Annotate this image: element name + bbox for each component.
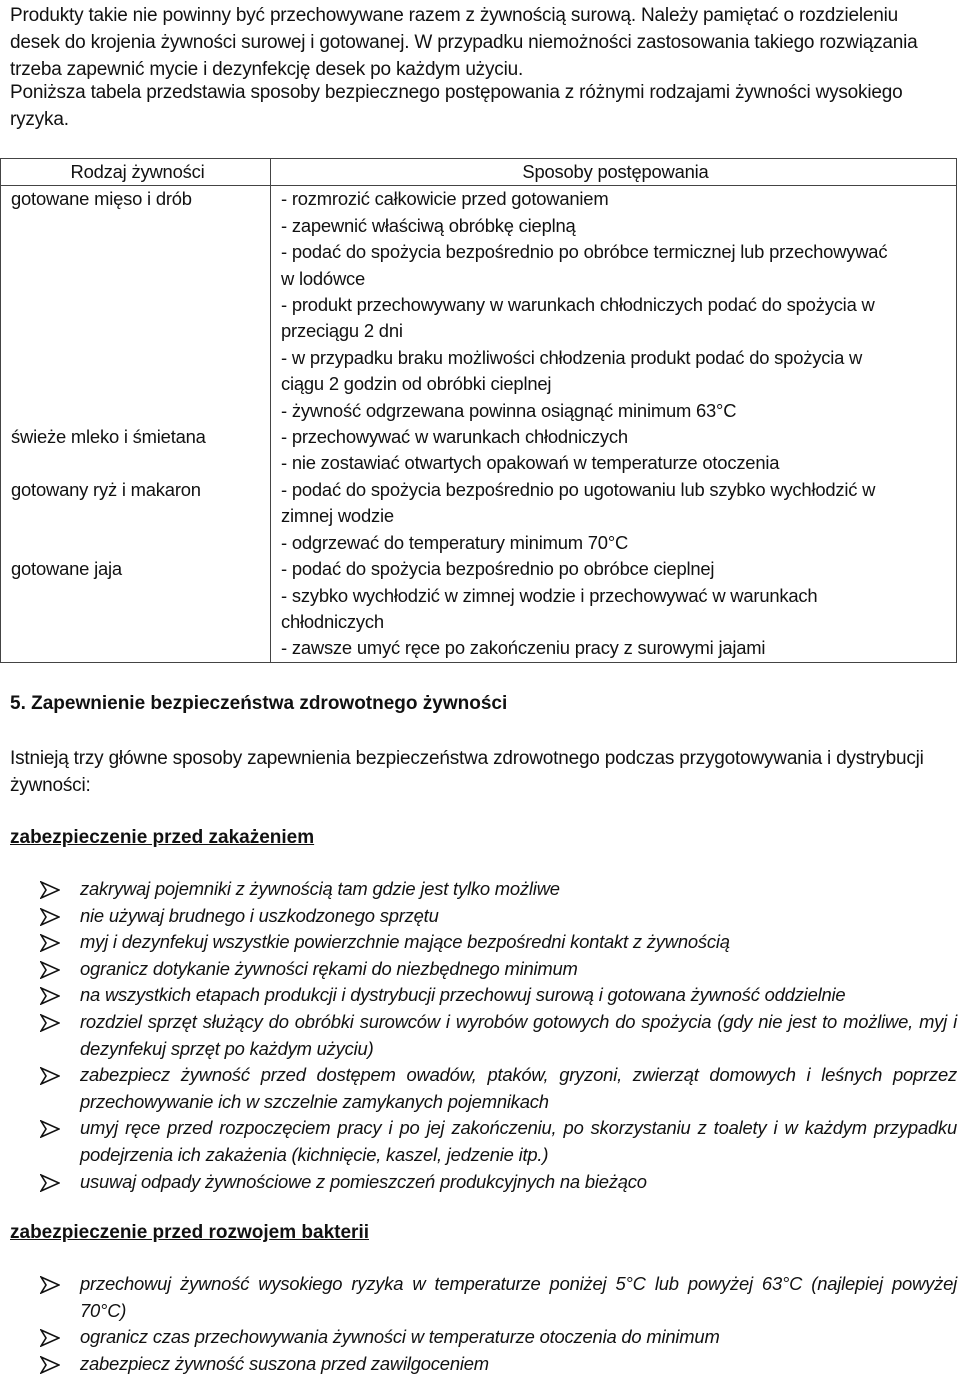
list-item xyxy=(0,1169,957,1196)
table-body xyxy=(1,186,957,662)
method-line: - podać do spożycia bezpośrednio po ugotowaniu lub szybko wychłodzić w xyxy=(281,478,876,500)
arrowhead-icon xyxy=(40,986,60,1004)
list-item-text: zabezpiecz żywność suszona przed zawilgoceniem xyxy=(80,1352,489,1374)
list-item xyxy=(0,982,957,1009)
list-item-text: zabezpiecz żywność przed dostępem owadów, ptaków, gryzoni, zwierząt domowych i leśnych poprzez przechowywanie ich w szczelnie zamykanych pojemnikach xyxy=(80,1064,957,1112)
arrowhead-icon xyxy=(40,1173,60,1191)
intro-line: Produkty takie nie powinny być przechowywane razem z żywnością surową. Należy pamiętać o rozdzieleniu xyxy=(10,5,898,26)
intro-paragraph-1 xyxy=(10,2,955,83)
method-line: - odgrzewać do temperatury minimum 70°C xyxy=(281,531,629,553)
arrowhead-icon xyxy=(40,1328,60,1346)
food-type-cell: gotowane jaja xyxy=(1,556,271,662)
header-handling-methods: Sposoby postępowania xyxy=(271,159,957,186)
list-item xyxy=(0,1062,957,1115)
list-item xyxy=(0,1271,957,1324)
arrowhead-icon xyxy=(40,1119,60,1137)
list-item xyxy=(0,903,957,930)
method-line: - zapewnić właściwą obróbkę cieplną xyxy=(281,214,576,236)
handling-methods-cell xyxy=(271,186,957,424)
food-type-cell: świeże mleko i śmietana xyxy=(1,424,271,477)
method-line: ciągu 2 godzin od obróbki cieplnej xyxy=(281,373,552,395)
header-food-type: Rodzaj żywności xyxy=(1,159,271,186)
list-item-text: ogranicz czas przechowywania żywności w temperaturze otoczenia do minimum xyxy=(80,1326,720,1348)
list-item xyxy=(0,876,957,903)
list-item xyxy=(0,1351,957,1378)
intro-line: trzeba zapewnić mycie i dezynfekcję desek po każdym użyciu. xyxy=(10,59,524,80)
arrowhead-icon xyxy=(40,960,60,978)
method-line: - podać do spożycia bezpośrednio po obróbce termicznej lub przechowywać xyxy=(281,241,888,263)
intro-line: Poniższa tabela przedstawia sposoby bezpiecznego postępowania z różnymi rodzajami żywności wysokiego xyxy=(10,82,903,103)
method-line: - żywność odgrzewana powinna osiągnąć minimum 63°C xyxy=(281,399,737,421)
method-line: zimnej wodzie xyxy=(281,505,394,527)
arrowhead-icon xyxy=(40,1013,60,1031)
list-item xyxy=(0,1324,957,1351)
method-line: w lodówce xyxy=(281,267,366,289)
arrowhead-icon xyxy=(40,880,60,898)
method-line: - nie zostawiać otwartych opakowań w temperaturze otoczenia xyxy=(281,452,780,474)
method-line: - zawsze umyć ręce po zakończeniu pracy z surowymi jajami xyxy=(281,637,766,659)
table-row xyxy=(1,424,957,477)
list-item-text: usuwaj odpady żywnościowe z pomieszczeń produkcyjnych na bieżąco xyxy=(80,1170,647,1192)
section-5-title: 5. Zapewnienie bezpieczeństwa zdrowotnego żywności xyxy=(10,693,508,714)
table-header-row xyxy=(1,159,957,186)
arrowhead-icon xyxy=(40,933,60,951)
list-item-text: umyj ręce przed rozpoczęciem pracy i po jej zakończeniu, po skorzystaniu z toalety i w każdym przypadku podejrzenia ich zakażenia (kichnięcie, kaszel, jedzenie itp.) xyxy=(80,1117,957,1165)
section-5-intro xyxy=(10,745,955,799)
list-item xyxy=(0,956,957,983)
handling-methods-cell xyxy=(271,556,957,662)
list-item-text: nie używaj brudnego i uszkodzonego sprzętu xyxy=(80,904,439,926)
list-item-text: na wszystkich etapach produkcji i dystrybucji przechowuj surową i gotowana żywność oddzielnie xyxy=(80,984,846,1006)
table-row xyxy=(1,477,957,556)
method-line: - przechowywać w warunkach chłodniczych xyxy=(281,426,628,448)
section-intro-line: żywności: xyxy=(10,775,91,796)
contamination-list xyxy=(0,876,957,1195)
list-item xyxy=(0,1115,957,1168)
list-item xyxy=(0,929,957,956)
list-item-text: rozdziel sprzęt służący do obróbki surowców i wyrobów gotowych do spożycia (gdy nie jest to możliwe, myj i dezynfekuj sprzęt po każdym użyciu) xyxy=(80,1010,957,1059)
table-row xyxy=(1,556,957,662)
list-item-text: przechowuj żywność wysokiego ryzyka w temperaturze poniżej 5°C lub powyżej 63°C (najlepiej powyżej 70°C) xyxy=(80,1273,957,1321)
arrowhead-icon xyxy=(40,1066,60,1084)
list-item-text: zakrywaj pojemniki z żywnością tam gdzie jest tylko możliwe xyxy=(80,878,560,899)
intro-line: desek do krojenia żywności surowej i gotowanej. W przypadku niemożności zastosowania takiego rozwiązania xyxy=(10,32,918,53)
subheading-bacteria: zabezpieczenie przed rozwojem bakterii xyxy=(10,1222,369,1243)
method-line: - produkt przechowywany w warunkach chłodniczych podać do spożycia w xyxy=(281,294,875,316)
arrowhead-icon xyxy=(40,907,60,925)
method-line: - rozmrozić całkowicie przed gotowaniem xyxy=(281,188,609,210)
intro-paragraph-2 xyxy=(10,79,955,133)
method-line: przeciągu 2 dni xyxy=(281,320,403,342)
method-line: - szybko wychłodzić w zimnej wodzie i przechowywać w warunkach xyxy=(281,584,818,606)
bacteria-list xyxy=(0,1271,957,1377)
food-type-cell: gotowany ryż i makaron xyxy=(1,477,271,556)
subheading-contamination: zabezpieczenie przed zakażeniem xyxy=(10,827,315,848)
handling-methods-cell xyxy=(271,477,957,556)
food-type-cell: gotowane mięso i drób xyxy=(1,186,271,424)
section-intro-line: Istnieją trzy główne sposoby zapewnienia bezpieczeństwa zdrowotnego podczas przygotowywania i dystrybucji xyxy=(10,748,924,769)
arrowhead-icon xyxy=(40,1355,60,1373)
list-item xyxy=(0,1009,957,1062)
handling-methods-cell xyxy=(271,424,957,477)
list-item-text: ogranicz dotykanie żywności rękami do niezbędnego minimum xyxy=(80,957,578,979)
method-line: chłodniczych xyxy=(281,610,384,632)
list-item-text: myj i dezynfekuj wszystkie powierzchnie mające bezpośredni kontakt z żywnością xyxy=(80,931,730,953)
food-handling-table xyxy=(0,158,957,663)
method-line: - w przypadku braku możliwości chłodzenia produkt podać do spożycia w xyxy=(281,346,863,368)
table-row xyxy=(1,186,957,424)
intro-line: ryzyka. xyxy=(10,109,69,130)
method-line: - podać do spożycia bezpośrednio po obróbce cieplnej xyxy=(281,558,715,580)
arrowhead-icon xyxy=(40,1275,60,1293)
